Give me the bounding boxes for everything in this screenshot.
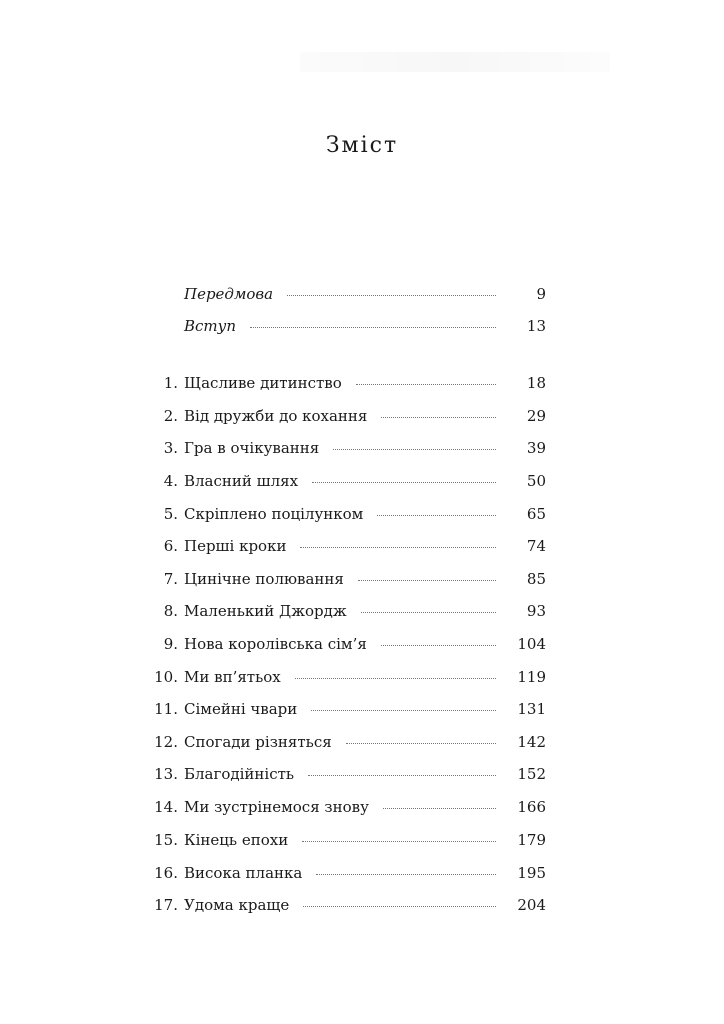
- toc-entry-page: 74: [526, 537, 546, 555]
- dot-leader: [381, 407, 496, 418]
- toc-entry-chapter: [140, 798, 546, 822]
- toc-entry-page: 93: [526, 602, 546, 620]
- toc-entry-label: Нова королівська сім’я: [184, 635, 367, 653]
- dot-leader: [295, 668, 496, 679]
- toc-entry-chapter: [140, 635, 546, 659]
- page-title: Зміст: [325, 132, 399, 158]
- toc-entry-label: Висока планка: [184, 864, 303, 882]
- toc-entry-chapter: [140, 472, 546, 496]
- toc-entry-page: 85: [526, 570, 546, 588]
- toc-entry-chapter: [140, 505, 546, 529]
- show-through-ghost: [300, 52, 610, 72]
- toc-entry-label: Власний шлях: [184, 472, 299, 490]
- toc-entry-label: Від дружби до кохання: [184, 407, 368, 425]
- toc-entry-label: Цинічне полювання: [184, 570, 344, 588]
- toc-entry-page: 131: [517, 700, 546, 718]
- toc-entry-introduction: [140, 317, 546, 341]
- toc-entry-label: Маленький Джордж: [184, 602, 347, 620]
- toc-entry-chapter: [140, 407, 546, 431]
- toc-entry-label: Гра в очікування: [184, 439, 320, 457]
- toc-entry-page: 104: [517, 635, 546, 653]
- dot-leader: [346, 733, 496, 744]
- toc-entry-page: 142: [517, 733, 546, 751]
- toc-entry-label: Ми зустрінемося знову: [184, 798, 369, 816]
- toc-entry-number: 8.: [163, 602, 178, 620]
- toc-entry-chapter: [140, 602, 546, 626]
- toc-entry-number: 12.: [154, 733, 178, 751]
- toc-entry-number: 17.: [154, 896, 178, 914]
- toc-entry-page: 204: [517, 896, 546, 914]
- dot-leader: [303, 896, 496, 907]
- toc-entry-label: Щасливе дитинство: [184, 374, 342, 392]
- toc-entry-chapter: [140, 896, 546, 920]
- toc-entry-preface: [140, 285, 546, 309]
- toc-entry-chapter: [140, 439, 546, 463]
- toc-entry-label: Благодійність: [184, 765, 295, 783]
- toc-entry-number: 13.: [154, 765, 178, 783]
- toc-entry-number: 3.: [163, 439, 178, 457]
- dot-leader: [250, 317, 496, 328]
- dot-leader: [300, 537, 496, 548]
- toc-entry-label: Удома краще: [184, 896, 290, 914]
- toc-entry-page: 13: [526, 317, 546, 335]
- dot-leader: [312, 472, 496, 483]
- dot-leader: [333, 439, 496, 450]
- dot-leader: [377, 505, 496, 516]
- toc-entry-label: Перші кроки: [184, 537, 287, 555]
- toc-entry-number: 10.: [154, 668, 178, 686]
- toc-entry-number: 2.: [163, 407, 178, 425]
- dot-leader: [356, 374, 496, 385]
- toc-entry-page: 39: [526, 439, 546, 457]
- toc-entry-number: 7.: [163, 570, 178, 588]
- dot-leader: [383, 798, 496, 809]
- toc-entry-chapter: [140, 374, 546, 398]
- toc-entry-number: 5.: [163, 505, 178, 523]
- dot-leader: [287, 285, 496, 296]
- dot-leader: [358, 570, 496, 581]
- dot-leader: [361, 602, 496, 613]
- toc-entry-page: 65: [526, 505, 546, 523]
- toc-entry-label: Спогади різняться: [184, 733, 332, 751]
- dot-leader: [308, 765, 496, 776]
- toc-entry-label: Скріплено поцілунком: [184, 505, 364, 523]
- toc-entry-page: 152: [517, 765, 546, 783]
- toc-entry-chapter: [140, 864, 546, 888]
- toc-entry-page: 50: [526, 472, 546, 490]
- toc-entry-chapter: [140, 668, 546, 692]
- dot-leader: [381, 635, 496, 646]
- toc-entry-chapter: [140, 537, 546, 561]
- toc-entry-number: 1.: [163, 374, 178, 392]
- toc-entry-number: 15.: [154, 831, 178, 849]
- toc-entry-page: 166: [517, 798, 546, 816]
- toc-entry-chapter: [140, 831, 546, 855]
- toc-entry-label: Передмова: [184, 285, 274, 303]
- dot-leader: [316, 864, 496, 875]
- toc-entry-number: 6.: [163, 537, 178, 555]
- toc-entry-chapter: [140, 700, 546, 724]
- dot-leader: [311, 700, 496, 711]
- toc-entry-page: 9: [536, 285, 546, 303]
- toc-entry-label: Кінець епохи: [184, 831, 289, 849]
- toc-entry-label: Вступ: [184, 317, 237, 335]
- toc-entry-page: 119: [517, 668, 546, 686]
- toc-entry-chapter: [140, 765, 546, 789]
- toc-entry-number: 14.: [154, 798, 178, 816]
- toc-entry-page: 195: [517, 864, 546, 882]
- toc-entry-number: 9.: [163, 635, 178, 653]
- toc-entry-page: 29: [526, 407, 546, 425]
- toc-entry-label: Сімейні чвари: [184, 700, 298, 718]
- toc-entry-number: 16.: [154, 864, 178, 882]
- dot-leader: [302, 831, 496, 842]
- toc-entry-page: 18: [526, 374, 546, 392]
- toc-entry-number: 4.: [163, 472, 178, 490]
- toc-entry-label: Ми вп’ятьох: [184, 668, 281, 686]
- toc-entry-page: 179: [517, 831, 546, 849]
- toc-entry-chapter: [140, 733, 546, 757]
- toc-entry-number: 11.: [154, 700, 178, 718]
- toc-entry-chapter: [140, 570, 546, 594]
